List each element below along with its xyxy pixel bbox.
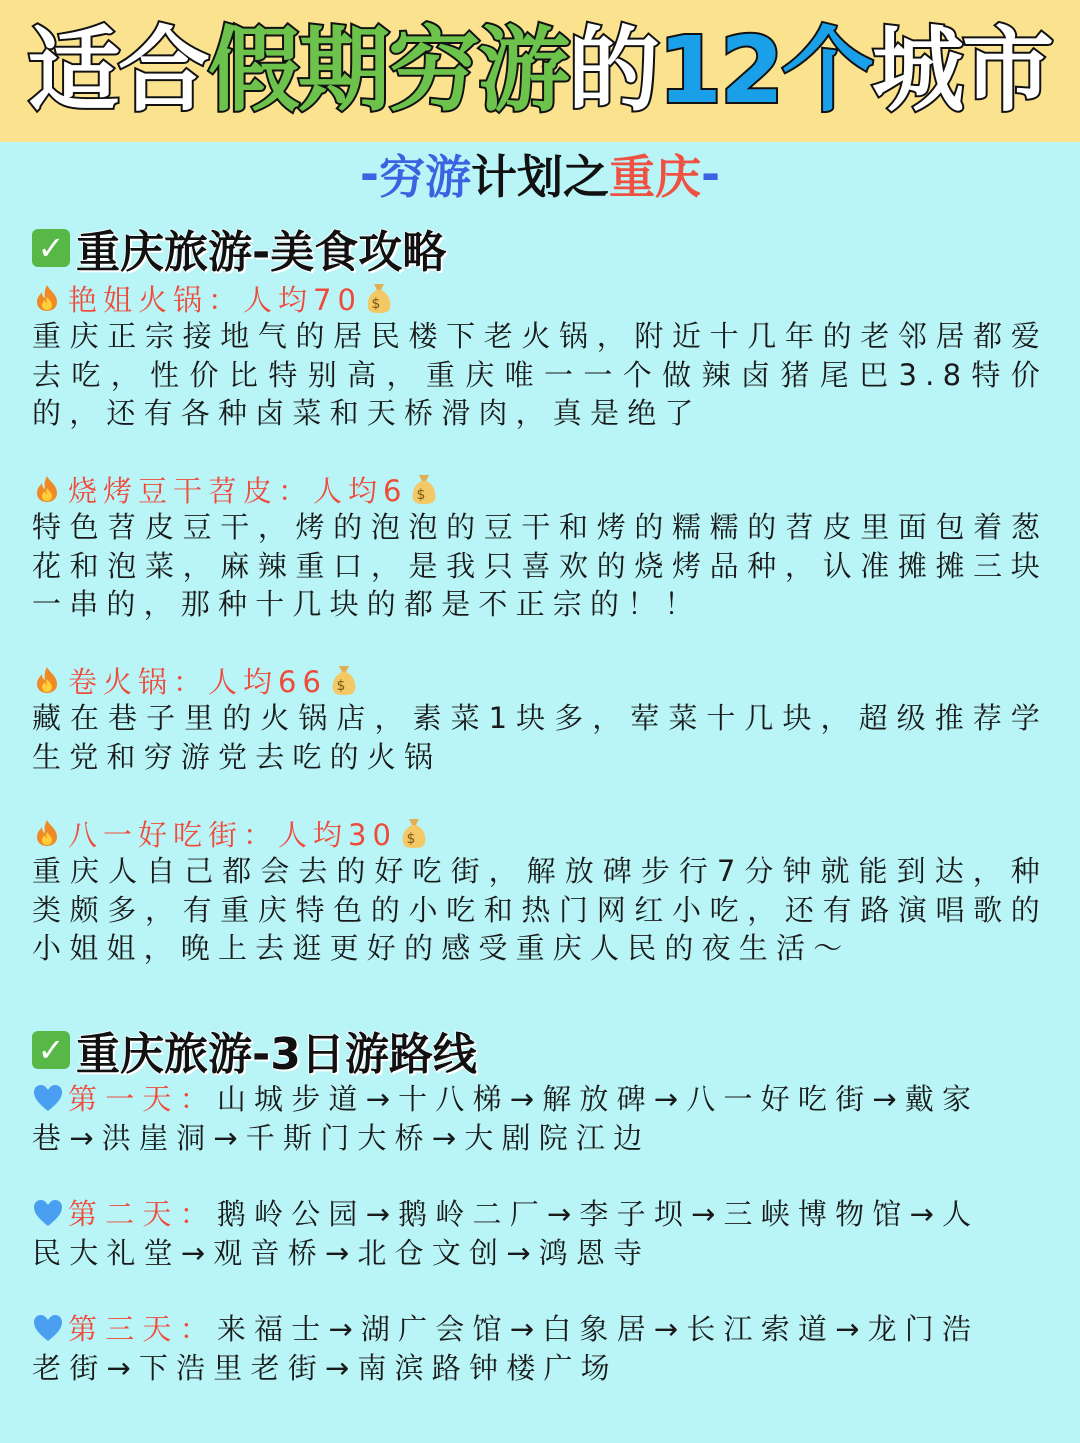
subtitle-black: 计划之 (471, 150, 609, 204)
food-item-title: 艳姐火锅：人均70 (68, 282, 362, 317)
subtitle-red: 重庆 (609, 150, 701, 204)
route-day-line-1 (32, 1310, 1048, 1349)
route-day-text: 山城步道→十八梯→解放碑→八一好吃街→戴家 (216, 1082, 980, 1116)
route-day (32, 1310, 1048, 1387)
subtitle-dash-left: - (359, 147, 379, 201)
food-item (32, 279, 1048, 433)
food-item-title-row (32, 661, 1048, 699)
route-day-line-2: 老街→下浩里老街→南滨路钟楼广场 (32, 1350, 618, 1385)
fire-icon (32, 665, 62, 695)
route-section-heading (32, 1018, 477, 1082)
food-item (32, 814, 1048, 968)
fire-icon (32, 818, 62, 848)
food-item (32, 661, 1048, 776)
route-day-line-2: 民大礼堂→观音桥→北仓文创→鸿恩寺 (32, 1235, 651, 1270)
food-item-title-row (32, 279, 1048, 317)
money-bag-icon (364, 281, 394, 315)
food-section-title: 重庆旅游-美食攻略 (76, 227, 447, 278)
food-section-heading (32, 216, 446, 280)
food-item-text: 重庆正宗接地气的居民楼下老火锅，附近十几年的老邻居都爱去吃，性价比特别高，重庆唯一一个做辣卤猪尾巴3.8特价的，还有各种卤菜和天桥滑肉，真是绝了 (32, 319, 1048, 430)
money-bag-icon (409, 472, 439, 506)
route-day-text: 来福士→湖广会馆→白象居→长江索道→龙门浩 (216, 1312, 980, 1346)
food-item-title: 卷火锅：人均66 (68, 664, 327, 699)
route-day-label: 第一天： (68, 1082, 217, 1116)
title-part-1: 适合 (27, 17, 208, 124)
title-part-3: 的 (567, 17, 658, 124)
subtitle-dash-right: - (701, 147, 721, 201)
title-banner (0, 0, 1080, 142)
money-bag-icon (399, 816, 429, 850)
food-item-title: 八一好吃街：人均30 (68, 817, 397, 852)
title-part-5: 个 (782, 17, 873, 124)
food-item-text: 重庆人自己都会去的好吃街，解放碑步行7分钟就能到达，种类颇多，有重庆特色的小吃和热门网红小吃，还有路演唱歌的小姐姐，晚上去逛更好的感受重庆人民的夜生活～ (32, 854, 1048, 965)
title-part-6: 城市 (872, 17, 1053, 124)
route-day-line-1 (32, 1195, 1048, 1234)
title-part-2: 假期穷游 (207, 17, 568, 124)
food-item-title-row (32, 814, 1048, 852)
subtitle (0, 143, 1080, 205)
food-item-title-row (32, 470, 1048, 508)
route-day-line-1 (32, 1080, 1048, 1119)
svg-text:$: $ (336, 678, 352, 694)
svg-text:$: $ (371, 296, 387, 312)
route-day (32, 1080, 1048, 1157)
route-day (32, 1195, 1048, 1272)
title-part-4: 12 (657, 17, 783, 124)
route-day-label: 第三天： (68, 1312, 217, 1346)
food-item-text: 特色苕皮豆干，烤的泡泡的豆干和烤的糯糯的苕皮里面包着葱花和泡菜，麻辣重口，是我只喜欢的烧烤品种，认准摊摊三块一串的，那种十几块的都是不正宗的！！ (32, 510, 1048, 621)
food-item-text: 藏在巷子里的火锅店，素菜1块多，荤菜十几块，超级推荐学生党和穷游党去吃的火锅 (32, 701, 1048, 774)
blue-heart-icon (32, 1313, 64, 1343)
subtitle-blue: 穷游 (379, 150, 471, 204)
food-item (32, 470, 1048, 624)
fire-icon (32, 474, 62, 504)
food-item-title: 烧烤豆干苕皮：人均6 (68, 473, 408, 508)
route-day-text: 鹅岭公园→鹅岭二厂→李子坝→三峡博物馆→人 (216, 1197, 980, 1231)
fire-icon (32, 283, 62, 313)
page-title (27, 17, 1053, 124)
money-bag-icon (329, 663, 359, 697)
route-day-line-2: 巷→洪崖洞→千斯门大桥→大剧院江边 (32, 1120, 651, 1155)
svg-text:$: $ (406, 831, 422, 847)
route-section-title: 重庆旅游-3日游路线 (76, 1029, 477, 1080)
svg-text:$: $ (416, 487, 432, 503)
check-mark-icon: ✓ (32, 229, 70, 267)
blue-heart-icon (32, 1198, 64, 1228)
route-day-label: 第二天： (68, 1197, 217, 1231)
blue-heart-icon (32, 1083, 64, 1113)
check-mark-icon: ✓ (32, 1031, 70, 1069)
